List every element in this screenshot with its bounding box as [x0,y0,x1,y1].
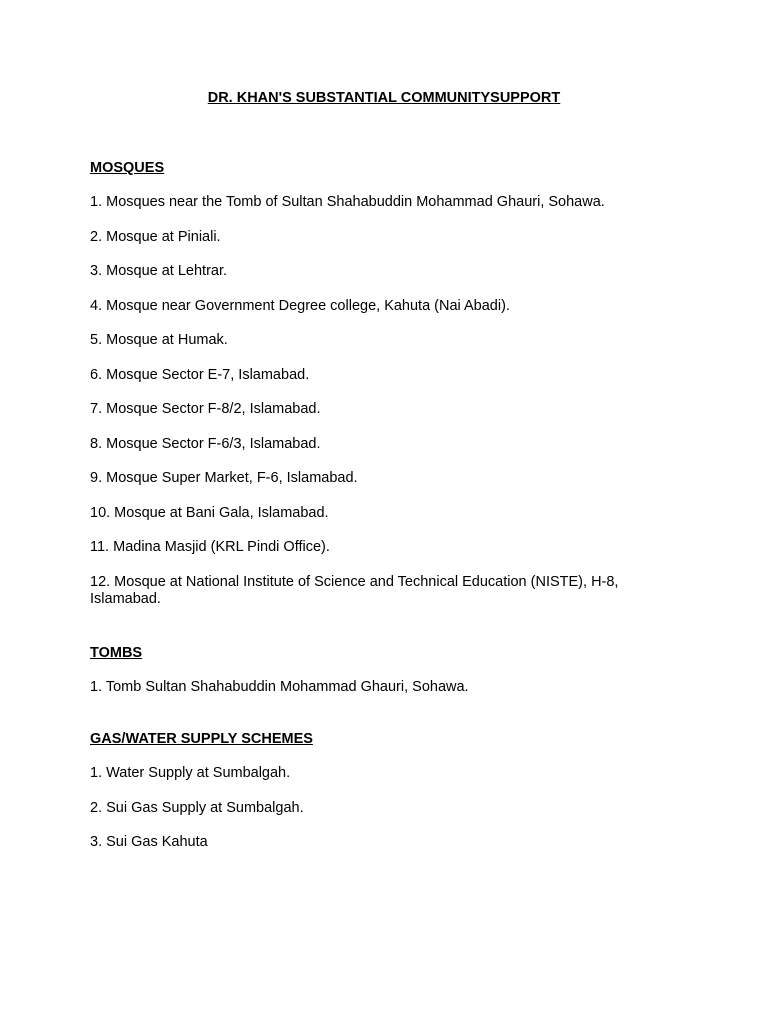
list-item: 4. Mosque near Government Degree college, Kahuta (Nai Abadi). [90,297,510,314]
list-item: 9. Mosque Super Market, F-6, Islamabad. [90,470,358,486]
list-item: 8. Mosque Sector F-6/3, Islamabad. [90,435,321,452]
list-item: 5. Mosque at Humak. [90,332,228,348]
list-item: 2. Mosque at Piniali. [90,228,221,245]
list-item: 6. Mosque Sector E-7, Islamabad. [90,366,310,383]
tombs-heading: TOMBS [90,645,143,661]
list-item: 12. Mosque at National Institute of Science and Technical Education (NISTE), H-8, Islamabad. [90,573,619,607]
list-item: 7. Mosque Sector F-8/2, Islamabad. [90,401,321,417]
list-item: 3. Sui Gas Kahuta [90,834,208,850]
gas-water-section [90,730,690,869]
list-item: 1. Mosques near the Tomb of Sultan Shahabuddin Mohammad Ghauri, Sohawa. [90,194,605,210]
list-item: 2. Sui Gas Supply at Sumbalgah. [90,799,304,816]
list-item: 1. Water Supply at Sumbalgah. [90,765,291,781]
gas-water-heading: GAS/WATER SUPPLY SCHEMES [90,731,313,747]
list-item: 1. Tomb Sultan Shahabuddin Mohammad Ghauri, Sohawa. [90,679,469,695]
list-item: 11. Madina Masjid (KRL Pindi Office). [90,539,330,555]
tombs-section [90,644,690,714]
document-title: DR. KHAN'S SUBSTANTIAL COMMUNITYSUPPORT [207,90,561,106]
mosques-section [90,159,690,625]
list-item: 10. Mosque at Bani Gala, Islamabad. [90,504,329,521]
list-item: 3. Mosque at Lehtrar. [90,263,228,279]
mosques-heading: MOSQUES [90,160,165,176]
